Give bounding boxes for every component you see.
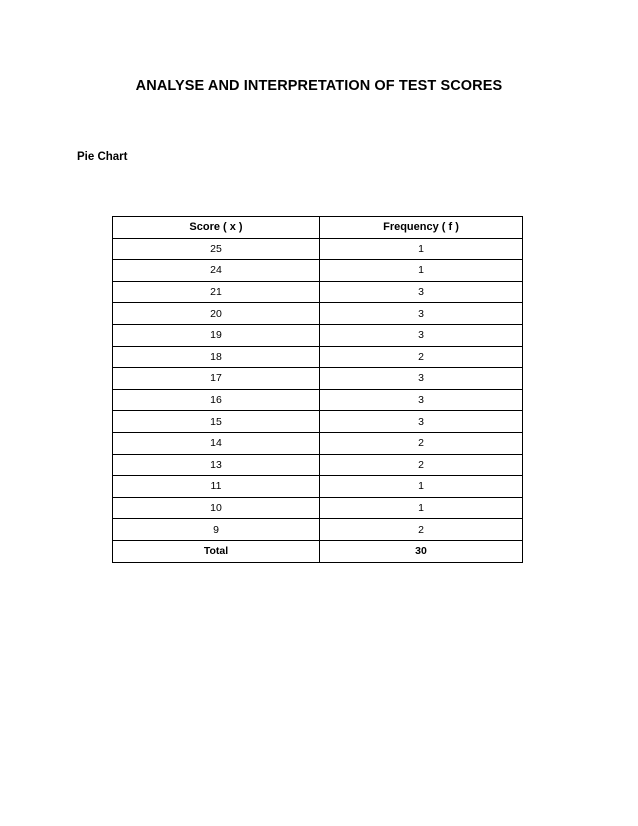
frequency-cell: 2 [320,346,523,368]
header-score: Score ( x ) [113,217,320,239]
total-label: Total [113,540,320,562]
score-cell: 16 [113,389,320,411]
frequency-cell: 3 [320,411,523,433]
table-row [113,260,523,282]
score-cell: 17 [113,368,320,390]
total-row [113,540,523,562]
frequency-cell: 2 [320,454,523,476]
score-cell: 25 [113,238,320,260]
total-value: 30 [320,540,523,562]
score-cell: 19 [113,324,320,346]
frequency-cell: 1 [320,476,523,498]
score-cell: 21 [113,281,320,303]
table-row [113,454,523,476]
table-row [113,389,523,411]
score-cell: 20 [113,303,320,325]
score-cell: 13 [113,454,320,476]
table-row [113,238,523,260]
frequency-cell: 2 [320,432,523,454]
score-cell: 15 [113,411,320,433]
score-cell: 11 [113,476,320,498]
header-frequency: Frequency ( f ) [320,217,523,239]
score-cell: 9 [113,519,320,541]
table-row [113,432,523,454]
frequency-cell: 3 [320,281,523,303]
score-frequency-table [112,216,523,563]
table-row [113,368,523,390]
frequency-cell: 3 [320,389,523,411]
frequency-cell: 1 [320,238,523,260]
page-title: ANALYSE AND INTERPRETATION OF TEST SCORES [135,78,503,94]
score-cell: 24 [113,260,320,282]
score-cell: 10 [113,497,320,519]
table-row [113,497,523,519]
frequency-cell: 1 [320,260,523,282]
table-row [113,411,523,433]
frequency-cell: 3 [320,324,523,346]
table-header-row [113,217,523,239]
table-row [113,281,523,303]
table-row [113,519,523,541]
table-row [113,346,523,368]
score-cell: 18 [113,346,320,368]
table-row [113,476,523,498]
frequency-cell: 2 [320,519,523,541]
table-row [113,303,523,325]
score-cell: 14 [113,432,320,454]
frequency-cell: 3 [320,303,523,325]
frequency-cell: 3 [320,368,523,390]
table-row [113,324,523,346]
frequency-cell: 1 [320,497,523,519]
section-label-pie-chart: Pie Chart [77,151,128,163]
